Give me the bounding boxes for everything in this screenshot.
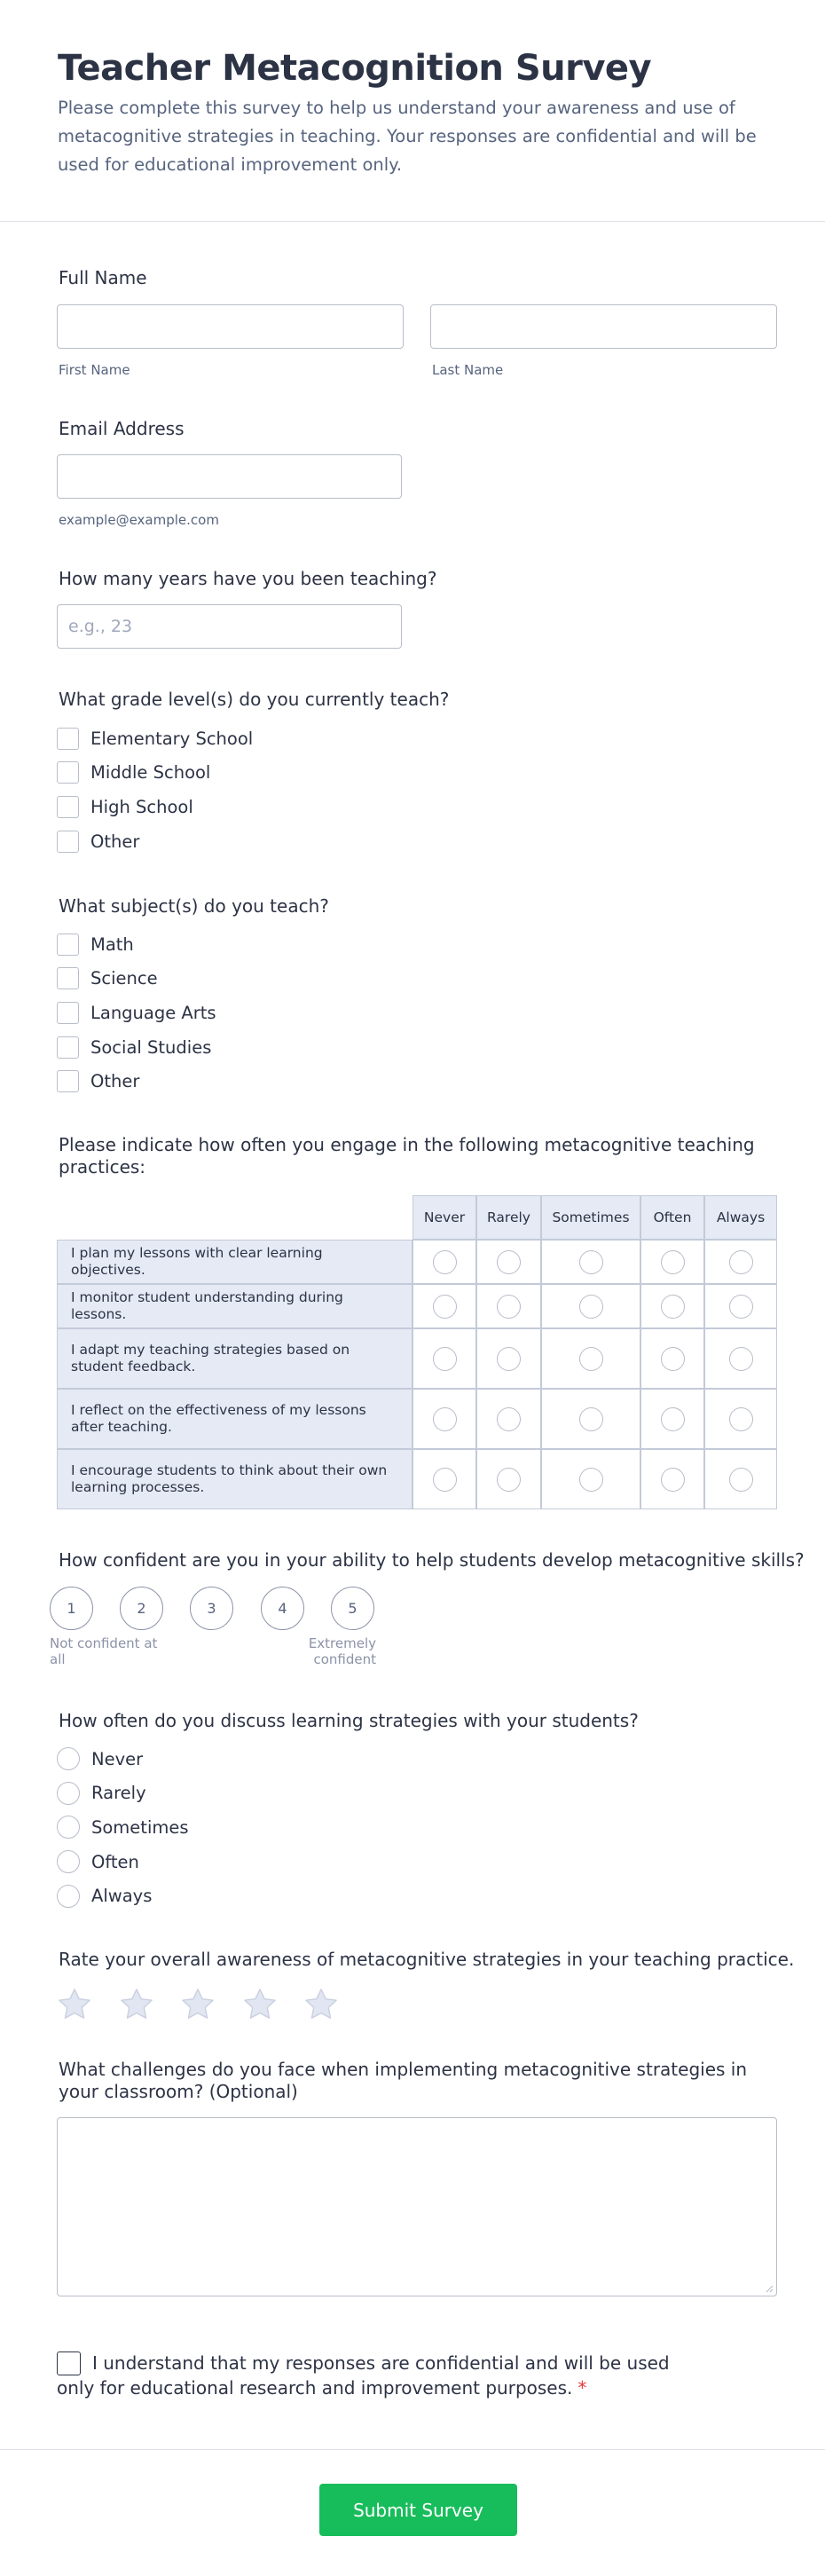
- full-name-label: Full Name: [59, 267, 147, 288]
- email-input[interactable]: [57, 454, 402, 499]
- matrix-radio[interactable]: [497, 1407, 521, 1431]
- subject-option[interactable]: [57, 1000, 216, 1025]
- frequency-option-label: Often: [91, 1851, 139, 1872]
- form-header: [0, 0, 825, 222]
- matrix-column-header: Never: [412, 1195, 476, 1240]
- matrix-cell: [476, 1449, 541, 1509]
- matrix-radio[interactable]: [579, 1250, 603, 1274]
- frequency-option[interactable]: [57, 1781, 146, 1806]
- grade-checkbox[interactable]: [57, 728, 79, 750]
- matrix-row-label: [57, 1449, 412, 1509]
- matrix-radio[interactable]: [497, 1295, 521, 1319]
- footer-divider: [0, 2449, 825, 2450]
- matrix-row-text: I monitor student understanding during lessons.: [71, 1289, 343, 1322]
- subject-checkbox[interactable]: [57, 1002, 79, 1024]
- matrix-cell: [412, 1389, 476, 1449]
- grade-option-label: Middle School: [90, 762, 211, 784]
- grade-option[interactable]: [57, 760, 210, 785]
- frequency-radio[interactable]: [57, 1850, 80, 1873]
- matrix-column-header: Always: [704, 1195, 777, 1240]
- matrix-cell: [541, 1240, 640, 1284]
- frequency-option[interactable]: [57, 1884, 152, 1909]
- matrix-cell: [704, 1240, 777, 1284]
- frequency-option[interactable]: [57, 1815, 189, 1839]
- matrix-radio[interactable]: [661, 1347, 685, 1371]
- matrix-radio[interactable]: [729, 1468, 753, 1492]
- grade-checkbox[interactable]: [57, 831, 79, 853]
- first-name-input[interactable]: [57, 304, 404, 349]
- subject-option[interactable]: [57, 1069, 139, 1094]
- matrix-row-label: [57, 1389, 412, 1449]
- confidence-label: How confident are you in your ability to help students develop metacognitive skills?: [59, 1549, 805, 1571]
- matrix-column-header: Often: [640, 1195, 704, 1240]
- frequency-option-label: Always: [91, 1886, 153, 1907]
- frequency-radio[interactable]: [57, 1885, 80, 1908]
- matrix-cell: [541, 1389, 640, 1449]
- matrix-cell: [704, 1284, 777, 1328]
- matrix-radio[interactable]: [497, 1250, 521, 1274]
- last-name-sublabel: Last Name: [432, 362, 504, 378]
- subject-checkbox[interactable]: [57, 1036, 79, 1059]
- matrix-radio[interactable]: [729, 1295, 753, 1319]
- years-input[interactable]: [57, 604, 402, 649]
- matrix-radio[interactable]: [433, 1468, 457, 1492]
- matrix-label: Please indicate how often you engage in the following metacognitive teaching practices:: [59, 1134, 755, 1178]
- matrix-cell: [476, 1284, 541, 1328]
- matrix-cell: [640, 1389, 704, 1449]
- matrix-cell: [476, 1328, 541, 1389]
- page-description: Please complete this survey to help us understand your awareness and use of metacognitive strategies in teaching. Your responses are confidential and will be used for educational improvement only.: [58, 98, 757, 175]
- frequency-option[interactable]: [57, 1849, 139, 1874]
- subjects-label: What subject(s) do you teach?: [59, 895, 329, 917]
- grade-option-label: Other: [90, 831, 140, 852]
- matrix-row-label: [57, 1284, 412, 1328]
- matrix-column-header: Rarely: [476, 1195, 541, 1240]
- scale-high-hint: Extremely confident: [308, 1635, 376, 1667]
- matrix-radio[interactable]: [433, 1295, 457, 1319]
- grade-option[interactable]: [57, 726, 253, 751]
- matrix-radio[interactable]: [433, 1250, 457, 1274]
- matrix-cell: [541, 1284, 640, 1328]
- challenges-textarea[interactable]: [57, 2117, 777, 2296]
- frequency-option[interactable]: [57, 1746, 143, 1771]
- frequency-radio[interactable]: [57, 1782, 80, 1805]
- matrix-radio[interactable]: [661, 1407, 685, 1431]
- challenges-label: What challenges do you face when implementing metacognitive strategies in your classroom? (Optional): [59, 2059, 748, 2102]
- matrix-radio[interactable]: [729, 1250, 753, 1274]
- matrix-radio[interactable]: [579, 1407, 603, 1431]
- star-icon[interactable]: [179, 1986, 216, 2023]
- matrix-cell: [412, 1449, 476, 1509]
- matrix-cell: [640, 1449, 704, 1509]
- first-name-sublabel: First Name: [59, 362, 130, 378]
- scale-low-hint: Not confident at all: [50, 1635, 158, 1667]
- scale-option-4[interactable]: 4: [261, 1587, 304, 1630]
- email-label: Email Address: [59, 418, 185, 439]
- grades-label: What grade level(s) do you currently teach?: [59, 689, 450, 710]
- matrix-cell: [704, 1328, 777, 1389]
- matrix-radio[interactable]: [661, 1468, 685, 1492]
- star-icon[interactable]: [56, 1986, 93, 2023]
- subject-checkbox[interactable]: [57, 967, 79, 989]
- scale-option-3[interactable]: 3: [190, 1587, 233, 1630]
- grade-option[interactable]: [57, 829, 139, 854]
- matrix-radio[interactable]: [579, 1468, 603, 1492]
- submit-button[interactable]: Submit Survey: [319, 2484, 517, 2536]
- matrix-radio[interactable]: [661, 1250, 685, 1274]
- subject-option-label: Science: [90, 968, 158, 989]
- matrix-cell: [704, 1449, 777, 1509]
- frequency-label: How often do you discuss learning strategies with your students?: [59, 1710, 639, 1731]
- frequency-radio[interactable]: [57, 1816, 80, 1839]
- matrix-cell: [541, 1328, 640, 1389]
- matrix-cell: [412, 1284, 476, 1328]
- matrix-radio[interactable]: [729, 1347, 753, 1371]
- frequency-option-label: Rarely: [91, 1783, 146, 1804]
- scale-option-2[interactable]: 2: [120, 1587, 163, 1630]
- last-name-input[interactable]: [430, 304, 777, 349]
- grade-checkbox[interactable]: [57, 796, 79, 818]
- frequency-option-label: Sometimes: [91, 1816, 189, 1838]
- scale-option-1[interactable]: 1: [50, 1587, 93, 1630]
- subject-option-label: Other: [90, 1071, 140, 1092]
- subject-option-label: Social Studies: [90, 1036, 212, 1058]
- page-title: Teacher Metacognition Survey: [58, 48, 652, 89]
- subject-option[interactable]: [57, 932, 134, 957]
- matrix-cell: [476, 1389, 541, 1449]
- grade-option[interactable]: [57, 794, 193, 819]
- subject-option[interactable]: [57, 966, 158, 991]
- matrix-cell: [476, 1240, 541, 1284]
- matrix-radio[interactable]: [729, 1407, 753, 1431]
- matrix-row-label: [57, 1328, 412, 1389]
- star-icon[interactable]: [302, 1986, 340, 2023]
- frequency-option-label: Never: [91, 1748, 144, 1769]
- grade-option-label: Elementary School: [90, 728, 254, 749]
- subject-option-label: Language Arts: [90, 1002, 216, 1023]
- matrix-column-header: Sometimes: [541, 1195, 640, 1240]
- subject-option-label: Math: [90, 934, 134, 955]
- matrix-row-text: I plan my lessons with clear learning objectives.: [71, 1245, 323, 1278]
- matrix-cell: [412, 1240, 476, 1284]
- matrix-radio[interactable]: [579, 1347, 603, 1371]
- grade-checkbox[interactable]: [57, 761, 79, 784]
- matrix-row-label: [57, 1240, 412, 1284]
- grade-option-label: High School: [90, 796, 193, 817]
- matrix-cell: [640, 1328, 704, 1389]
- matrix-radio[interactable]: [579, 1295, 603, 1319]
- star-icon[interactable]: [118, 1986, 155, 2023]
- star-icon[interactable]: [241, 1986, 279, 2023]
- subject-option[interactable]: [57, 1035, 211, 1060]
- matrix-radio[interactable]: [433, 1347, 457, 1371]
- matrix-row-text: I adapt my teaching strategies based on student feedback.: [71, 1342, 350, 1375]
- frequency-radio[interactable]: [57, 1747, 80, 1770]
- matrix-row-text: I encourage students to think about their own learning processes.: [71, 1462, 388, 1495]
- matrix-radio[interactable]: [497, 1468, 521, 1492]
- consent-label: [57, 2351, 695, 2400]
- resize-handle-icon[interactable]: [765, 2284, 774, 2293]
- matrix-cell: [704, 1389, 777, 1449]
- scale-option-5[interactable]: 5: [331, 1587, 374, 1630]
- years-label: How many years have you been teaching?: [59, 568, 437, 589]
- matrix-cell: [412, 1328, 476, 1389]
- matrix-cell: [640, 1284, 704, 1328]
- subject-checkbox[interactable]: [57, 934, 79, 956]
- matrix-radio[interactable]: [661, 1295, 685, 1319]
- rating-label: Rate your overall awareness of metacognitive strategies in your teaching practice.: [59, 1949, 795, 1970]
- consent-text: I understand that my responses are confidential and will be used only for educational research and improvement purposes.: [57, 2352, 670, 2399]
- matrix-cell: [541, 1449, 640, 1509]
- matrix-cell: [640, 1240, 704, 1284]
- matrix-row-text: I reflect on the effectiveness of my lessons after teaching.: [71, 1402, 366, 1435]
- matrix-radio[interactable]: [433, 1407, 457, 1431]
- email-sublabel: example@example.com: [59, 512, 219, 528]
- required-mark: *: [578, 2377, 587, 2399]
- subject-checkbox[interactable]: [57, 1070, 79, 1092]
- consent-checkbox[interactable]: [57, 2351, 81, 2375]
- matrix-radio[interactable]: [497, 1347, 521, 1371]
